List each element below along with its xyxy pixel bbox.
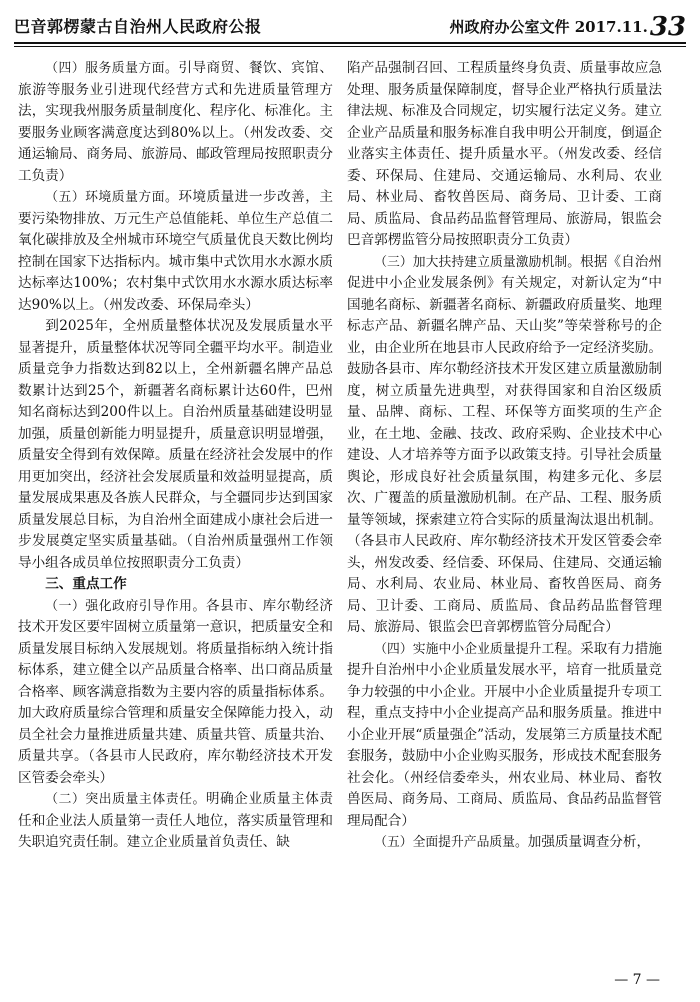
section-heading-text: 三、重点工作 [45, 576, 127, 592]
paragraph [18, 187, 333, 316]
gazette-title: 巴音郭楞蒙古自治州人民政府公报 [14, 17, 262, 36]
page-header [14, 0, 686, 40]
issue-text: 州政府办公室文件 2017.11. [449, 18, 648, 36]
issue-info [450, 12, 686, 42]
paragraph-text: 采取有力措施提升自治州中小企业质量发展水平，培育一批质量竞争力较强的中小企业。开展中小企业质量提升专项工程，重点支持中小企业提高产品和服务质量。推进中小企业开展“质量强企”活动，发展第三方质量技术配套服务，鼓励中小企业购买服务，形成技术配套服务社会化。（州经信委牵头，州农业局、林业局、畜牧兽医局、商务局、工商局、质监局、食品药品监督管理局配合） [347, 640, 663, 829]
paragraph-text: 陷产品强制召回、工程质量终身负责、质量事故应急处理、服务质量保障制度，督导企业严格执行质量法律法规、标准及合同规定，切实履行法定义务。建立企业产品质量和服务标准自我申明公开制度，倒逼企业落实主体责任、提升质量水平。（州发改委、经信委、环保局、住建局、交通运输局、水利局、农业局、林业局、畜牧兽医局、商务局、卫计委、工商局、质监局、食品药品监督管理局、旅游局，银监会巴音郭楞监管分局按照职责分工负责） [347, 60, 662, 248]
paragraph-heading: （一）强化政府引导作用。 [45, 598, 206, 614]
section-heading [18, 574, 333, 596]
paragraph [347, 639, 662, 833]
paragraph-heading: （四）服务质量方面。 [45, 61, 179, 76]
paragraph [18, 596, 333, 790]
paragraph-heading: （四）实施中小企业质量提升工程。 [374, 641, 581, 657]
right-column [347, 58, 662, 854]
paragraph-heading: （二）突出质量主体责任。 [45, 792, 206, 807]
paragraph-text: 各县市、库尔勒经济技术开发区要牢固树立质量第一意识，把质量安全和质量发展目标纳入发展规划。将质量指标纳入统计指标体系，建立健全以产品质量合格率、出口商品质量合格率、顾客满意指数为主要内容的质量指标体系。加大政府质量综合管理和质量安全保障能力投入，动员全社会力量推进质量共建、质量共管、质量共治、质量共享。（各县市人民政府，库尔勒经济技术开发区管委会牵头） [18, 597, 334, 786]
issue-number: 33 [649, 12, 686, 42]
paragraph [347, 832, 662, 854]
paragraph [347, 252, 662, 639]
paragraph-text: 明确企业质量主体责任和企业法人质量第一责任人地位，落实质量管理和失职追究责任制。建立企业质量首负责任、缺 [18, 791, 334, 850]
header-rule-thin [14, 46, 686, 47]
paragraph [18, 58, 333, 187]
paragraph [347, 58, 662, 252]
paragraph [18, 789, 333, 854]
paragraph-text: 根据《自治州促进中小企业发展条例》有关规定，对新认定为“中国驰名商标、新疆著名商标、新疆政府质量奖、地理标志产品、新疆名牌产品、天山奖”等荣誉称号的企业，由企业所在地县市人民政府给予一定经济奖励。鼓励各县市、库尔勒经济技术开发区建立质量激励制度，树立质量先进典型，对获得国家和自治区级质量、品牌、商标、工程、环保等方面奖项的生产企业，在土地、金融、技改、政府采购、企业技术中心建设、人才培养等方面予以政策支持。引导社会质量舆论，形成良好社会质量氛围，构建多元化、多层次、广覆盖的质量激励机制。在产品、工程、服务质量等领域，探索建立符合实际的质量淘汰退出机制。（各县市人民政府、库尔勒经济技术开发区管委会牵头，州发改委、经信委、环保局、住建局、交通运输局、水利局、农业局、林业局、畜牧兽医局、商务局、卫计委、工商局、质监局、食品药品监督管理局、旅游局、银监会巴音郭楞监管分局配合） [347, 253, 663, 635]
page-number: — 7 — [614, 972, 660, 988]
paragraph-text: 环境质量进一步改善，主要污染物排放、万元生产总值能耗、单位生产总值二氧化碳排放及全州城市环境空气质量优良天数比例均控制在国家下达指标内。城市集中式饮用水水源水质达标率达100%；农村集中式饮用水水源水质达标率达90%以上。（州发改委、环保局牵头） [18, 189, 333, 313]
paragraph-heading: （三）加大扶持建立质量激励机制。 [374, 254, 581, 270]
paragraph-text: 到2025年，全州质量整体状况及发展质量水平显著提升，质量整体状况等同全疆平均水平。制造业质量竞争力指数达到82以上，全州新疆名牌产品总数累计达到25个，新疆著名商标累计达60件，巴州知名商标达到200件以上。自治州质量基础建设明显加强，质量创新能力明显提升，质量意识明显增强，质量安全得到有效保障。质量在经济社会发展中的作用更加突出，经济社会发展质量和效益明显提高，质量发展成果惠及各族人民群众，与全疆同步达到国家质量发展总目标，为自治州全面建成小康社会后进一步发展奠定坚实质量基础。（自治州质量强州工作领导小组各成员单位按照职责分工负责） [18, 318, 333, 571]
left-column [18, 58, 333, 854]
paragraph [18, 316, 333, 574]
paragraph-heading: （五）环境质量方面。 [45, 190, 179, 205]
header-rule [14, 42, 686, 44]
paragraph-heading: （五）全面提升产品质量。 [374, 835, 528, 850]
paragraph-text: 引导商贸、餐饮、宾馆、旅游等服务业引进现代经营方式和先进质量管理方法，实现我州服务质量制度化、程序化、标准化。主要服务业顾客满意度达到80%以上。（州发改委、交通运输局、商务局、旅游局、邮政管理局按照职责分工负责） [18, 60, 333, 184]
paragraph-text: 加强质量调查分析， [527, 834, 651, 850]
